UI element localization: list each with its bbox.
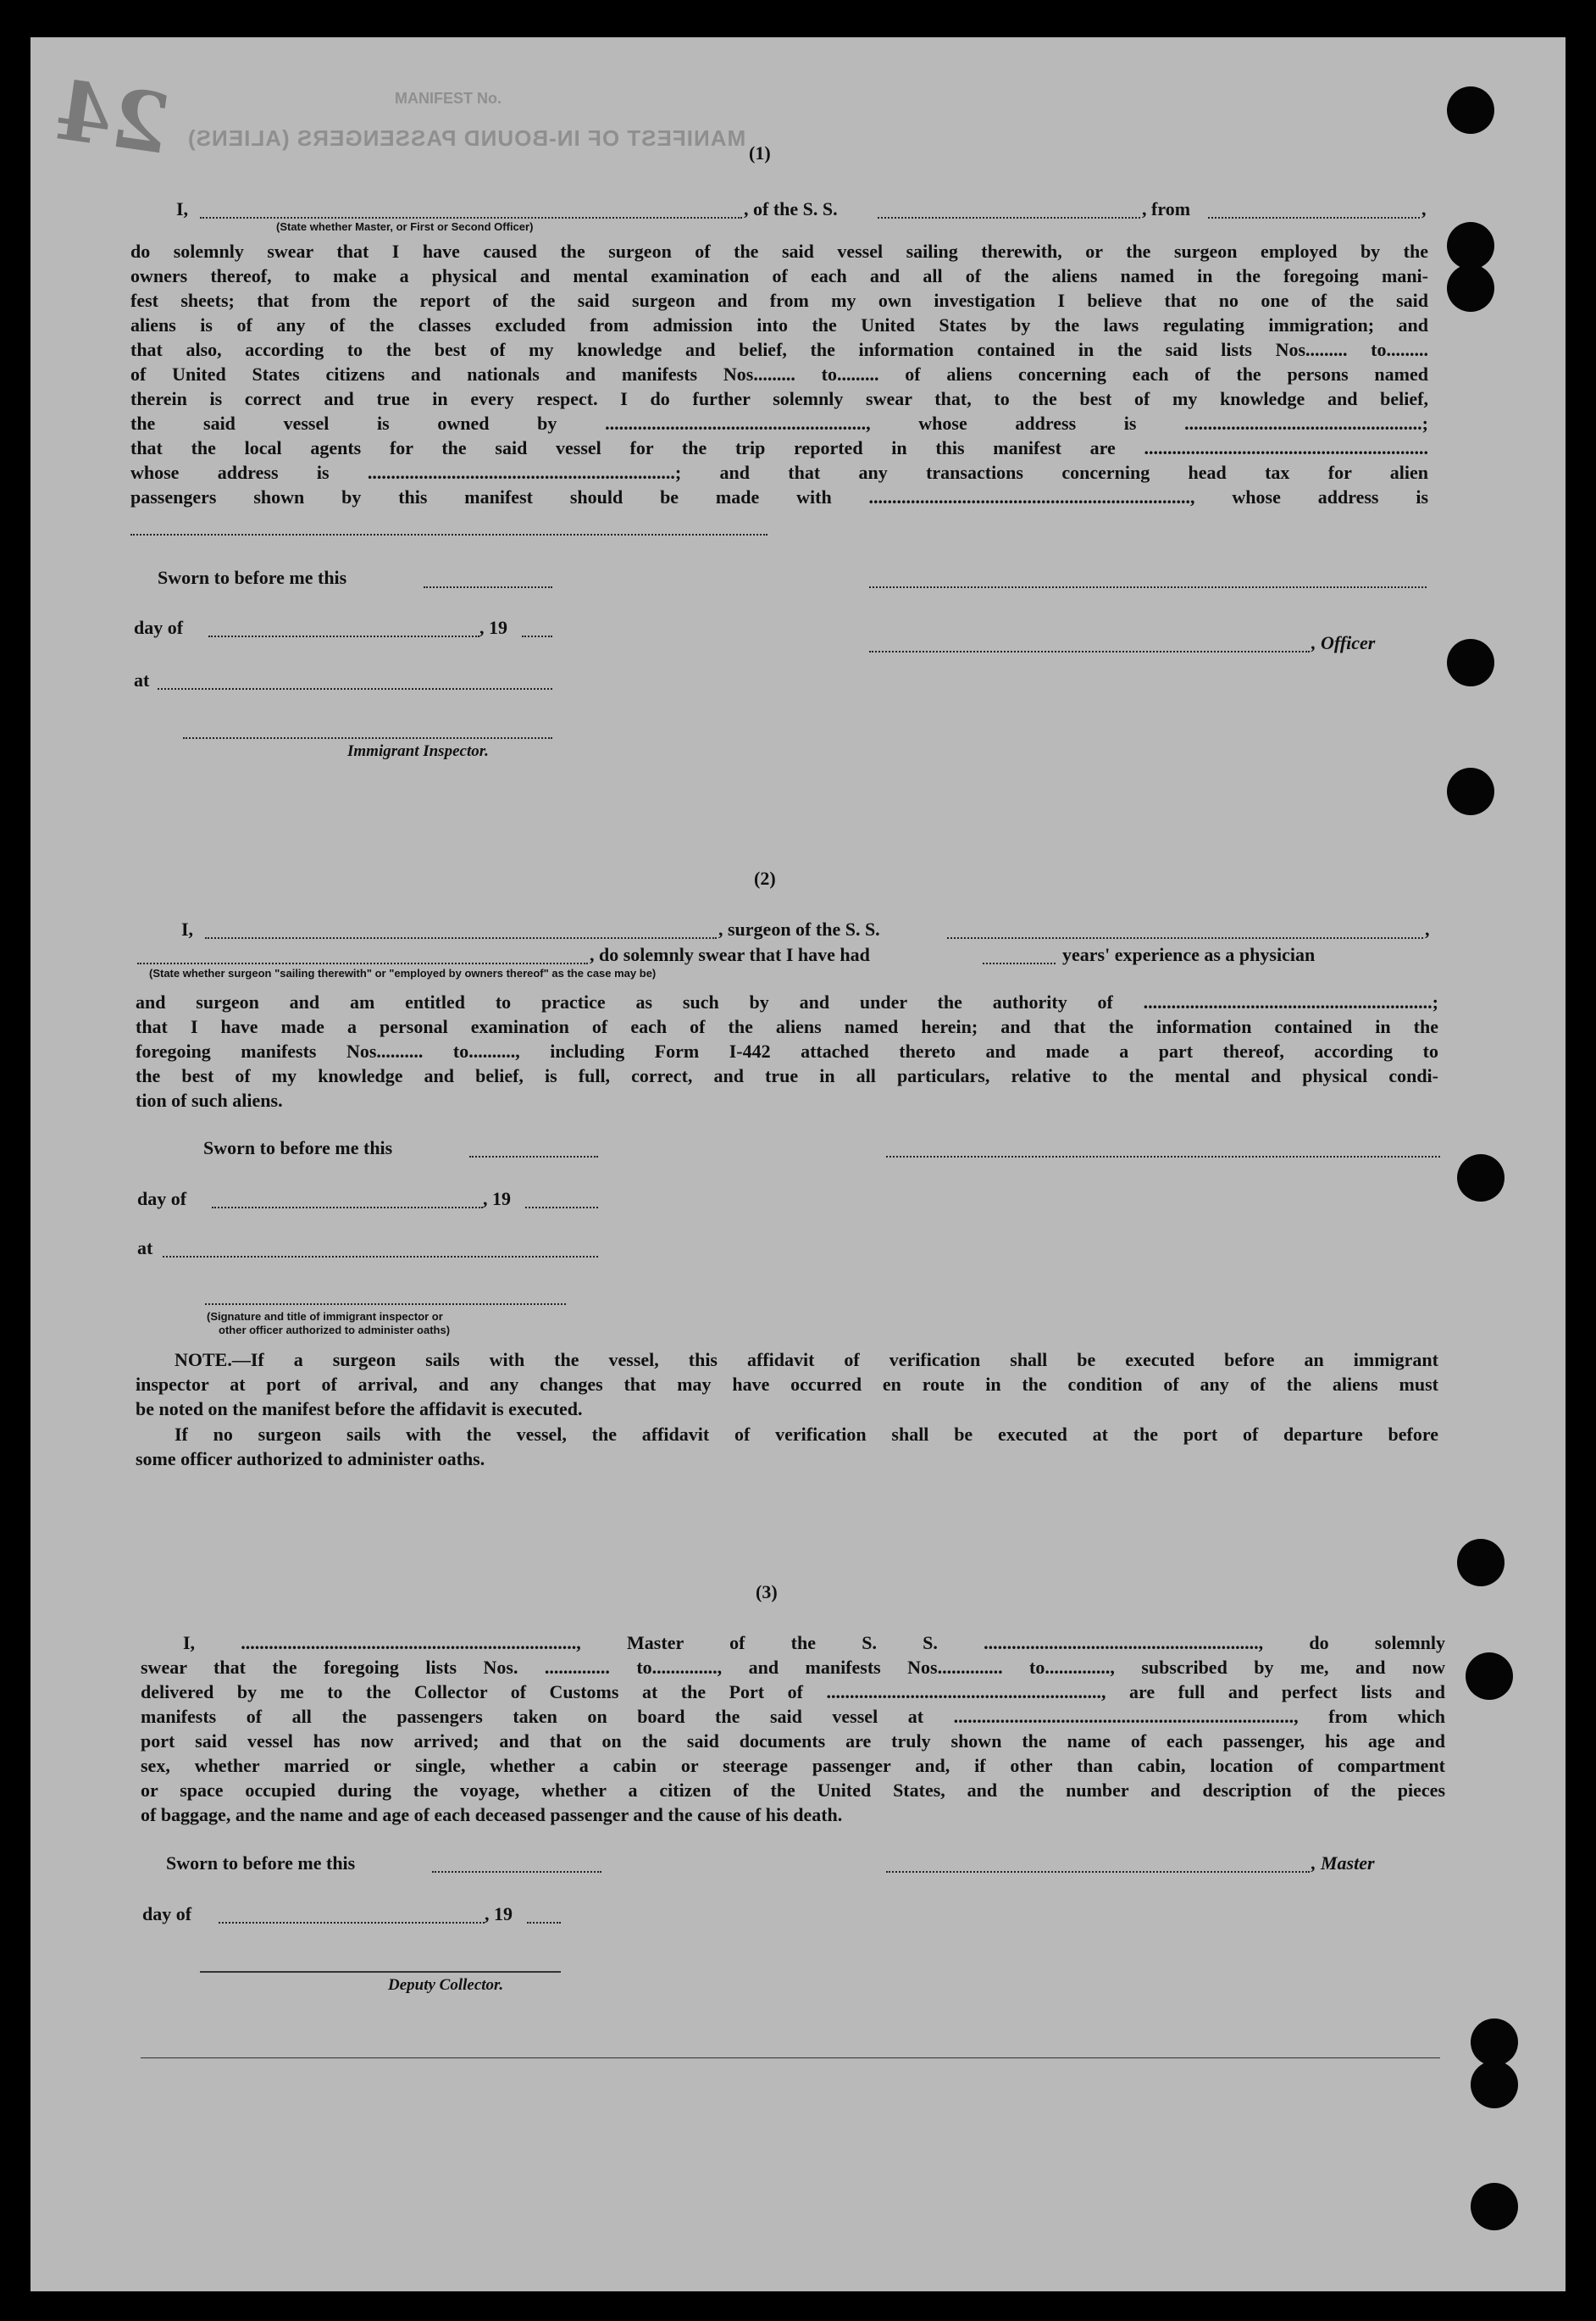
s2-note2-line: If no surgeon sails with the vessel, the affidavit of verification shall be executed at the port of departure before <box>175 1424 1438 1445</box>
s1-line: that also, according to the best of my knowledge and belief, the information contained in the said lists Nos......... to......... <box>130 339 1428 360</box>
s1-inspector-signature-field[interactable] <box>183 737 552 739</box>
s3-line: port said vessel has now arrived; and that on the said documents are truly shown the name of each passenger, his age and <box>141 1730 1445 1752</box>
s2-line: that I have made a personal examination of each of the aliens named herein; and that the information contained in the <box>136 1016 1438 1037</box>
s2-line: tion of such aliens. <box>136 1090 283 1111</box>
s2-day-label: day of <box>137 1188 187 1209</box>
s1-officer-signature-field[interactable] <box>869 586 1427 588</box>
s1-line: aliens is of any of the classes excluded from admission into the United States by the laws regulating immigration; and <box>130 314 1428 336</box>
s2-note2-line: some officer authorized to administer oaths. <box>136 1448 485 1469</box>
section-2-number: (2) <box>754 868 776 889</box>
punch-hole <box>1471 2183 1518 2230</box>
s2-note-line: be noted on the manifest before the affidavit is executed. <box>136 1398 583 1419</box>
s1-line: the said vessel is owned by ........................................................, whose address is ...................................................; <box>130 413 1428 434</box>
s2-years-field[interactable] <box>983 963 1056 964</box>
s1-line: do solemnly swear that I have caused the surgeon of the said vessel sailing therewith, or the surgeon employed by the <box>130 241 1428 262</box>
s2-inspector-signature-field[interactable] <box>205 1303 566 1305</box>
s2-surgeon-name-field[interactable] <box>205 937 717 939</box>
s2-vessel-field[interactable] <box>947 937 1423 939</box>
s1-line: passengers shown by this manifest should be made with ....................................................................., whose address is <box>130 486 1428 508</box>
s2-line2: , do solemnly swear that I have had <box>590 944 870 965</box>
punch-hole <box>1447 264 1494 312</box>
s3-line: delivered by me to the Collector of Customs at the Port of ..........................................................., are full and perfect lists and <box>141 1681 1445 1702</box>
s2-surgeon-status-field[interactable] <box>137 963 588 964</box>
s1-at-label: at <box>134 669 150 691</box>
section-1-number: (1) <box>749 142 771 164</box>
punch-hole <box>1466 1652 1513 1700</box>
s2-note-line <box>175 1347 1438 1373</box>
s3-line: swear that the foregoing lists Nos. .............. to.............., and manifests Nos.............. to.............., subscribed by me, and now <box>141 1657 1445 1678</box>
s1-line: that the local agents for the said vessel for the trip reported in this manifest are ............................................................. <box>130 437 1428 458</box>
s1-from-label: , from <box>1142 198 1191 219</box>
s3-line: of baggage, and the name and age of each deceased passenger and the cause of his death. <box>141 1804 843 1825</box>
s3-year-field[interactable] <box>527 1922 561 1924</box>
handwritten-mark: 24 <box>49 62 175 173</box>
note-label: NOTE. <box>175 1349 232 1370</box>
bottom-rule <box>141 2057 1440 2058</box>
s3-line: sex, whether married or single, whether a cabin or steerage passenger and, if other than cabin, location of compartment <box>141 1755 1445 1776</box>
s2-line: the best of my knowledge and belief, is full, correct, and true in all particulars, relative to the mental and physical condi- <box>136 1065 1438 1086</box>
s2-line-end: , <box>1425 919 1430 940</box>
s2-note-line: inspector at port of arrival, and any changes that may have occurred en route in the condition of any of the aliens must <box>136 1374 1438 1395</box>
ghost-manifest-no: MANIFEST No. <box>395 90 502 107</box>
s2-line: and surgeon and am entitled to practice as such by and under the authority of ..............................................................; <box>136 991 1438 1013</box>
s2-signature-note-1: (Signature and title of immigrant inspector or <box>207 1310 443 1323</box>
s1-address-continuation-field[interactable] <box>130 534 768 536</box>
s2-year-label: , 19 <box>483 1188 511 1209</box>
s3-sworn-label: Sworn to before me this <box>166 1852 356 1874</box>
s2-surgeon-label: , surgeon of the S. S. <box>718 919 880 940</box>
s1-vessel-field[interactable] <box>878 217 1140 219</box>
punch-hole <box>1471 2018 1518 2066</box>
note-text: —If a surgeon sails with the vessel, this affidavit of verification shall be executed before an immigrant <box>231 1349 1438 1370</box>
s1-sworn-field[interactable] <box>424 586 552 588</box>
s1-day-field[interactable] <box>208 636 479 637</box>
s3-collector-signature-field[interactable] <box>200 1971 561 1973</box>
s2-signature-note-2: other officer authorized to administer oaths) <box>219 1324 451 1336</box>
s3-master-signature-field[interactable] <box>886 1871 1310 1873</box>
s1-sworn-label: Sworn to before me this <box>158 567 347 588</box>
punch-hole <box>1457 1154 1505 1202</box>
ghost-title: MANIFEST OF IN-BOUND PASSENGERS (ALIENS) <box>187 125 746 151</box>
s1-line: fest sheets; that from the report of the said surgeon and from my own investigation I believe that no one of the said <box>130 290 1428 311</box>
s1-officer-name-field[interactable] <box>200 217 742 219</box>
s2-at-field[interactable] <box>163 1256 598 1258</box>
s3-collector-label: Deputy Collector. <box>388 1976 504 1994</box>
s1-officer-label: , Officer <box>1311 632 1376 653</box>
s2-line: foregoing manifests Nos.......... to.........., including Form I-442 attached thereto and made a part thereof, according to <box>136 1041 1438 1062</box>
s1-i-label: I, <box>176 198 189 219</box>
s2-at-label: at <box>137 1237 153 1258</box>
s3-day-field[interactable] <box>219 1922 485 1924</box>
s2-surgeon-note: (State whether surgeon "sailing therewith" or "employed by owners thereof" as the case may be) <box>149 967 657 980</box>
section-3-number: (3) <box>756 1581 778 1602</box>
s2-years-label: years' experience as a physician <box>1062 944 1316 965</box>
s1-line-end: , <box>1421 198 1427 219</box>
s2-year-field[interactable] <box>525 1207 598 1208</box>
s2-sworn-field[interactable] <box>469 1156 598 1158</box>
manifest-page <box>30 37 1566 2291</box>
punch-hole <box>1457 1539 1505 1586</box>
s1-year-label: , 19 <box>479 617 507 638</box>
s2-sworn-label: Sworn to before me this <box>203 1137 393 1158</box>
s1-line: of United States citizens and nationals and manifests Nos......... to......... of aliens concerning each of the persons named <box>130 364 1428 385</box>
s1-officer-note: (State whether Master, or First or Second Officer) <box>276 220 534 233</box>
s1-line: whose address is ..................................................................; and that any transactions concerning head tax for alien <box>130 462 1428 483</box>
s2-day-field[interactable] <box>212 1207 483 1208</box>
punch-hole <box>1447 639 1494 686</box>
s1-year-field[interactable] <box>522 636 552 637</box>
s1-inspector-label: Immigrant Inspector. <box>347 742 489 760</box>
s1-line: owners thereof, to make a physical and mental examination of each and all of the aliens named in the foregoing mani- <box>130 265 1428 286</box>
s3-sworn-field[interactable] <box>432 1871 601 1873</box>
s3-day-label: day of <box>142 1903 192 1924</box>
s3-year-label: , 19 <box>485 1903 513 1924</box>
s3-line: manifests of all the passengers taken on board the said vessel at ........................................................................., from which <box>141 1706 1445 1727</box>
s2-surgeon-signature-field[interactable] <box>886 1156 1440 1158</box>
s1-officer-title-field[interactable] <box>869 651 1310 652</box>
s1-at-field[interactable] <box>158 688 552 690</box>
punch-hole <box>1471 2061 1518 2108</box>
s3-line: or space occupied during the voyage, whether a citizen of the United States, and the number and description of the pieces <box>141 1780 1445 1801</box>
punch-hole <box>1447 222 1494 269</box>
punch-hole <box>1447 768 1494 815</box>
punch-hole <box>1447 86 1494 134</box>
s3-line: I, ........................................................................, Master of the S. S. ..........................................................., do solemnly <box>183 1632 1445 1653</box>
s1-line: therein is correct and true in every respect. I do further solemnly swear that, to the best of my knowledge and belief, <box>130 388 1428 409</box>
s2-i-label: I, <box>181 919 194 940</box>
s1-from-field[interactable] <box>1208 217 1420 219</box>
s1-day-label: day of <box>134 617 184 638</box>
s3-master-label: , Master <box>1311 1852 1375 1874</box>
s1-ss-label: , of the S. S. <box>744 198 838 219</box>
